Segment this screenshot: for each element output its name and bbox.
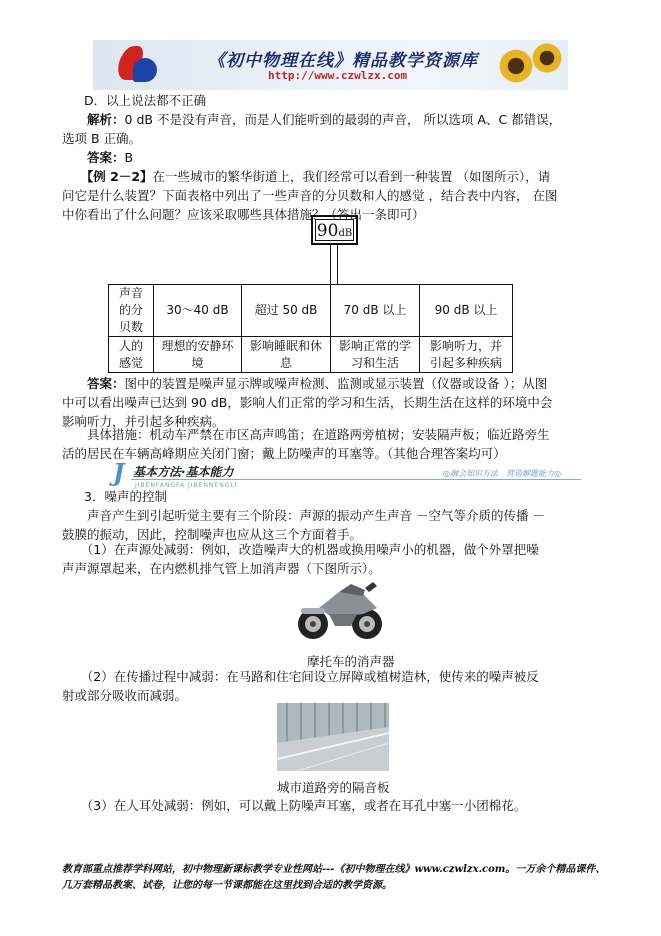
answer2-label: 答案： (87, 376, 125, 391)
table-row (109, 337, 513, 373)
table-cell: 影响睡眠和休 息 (242, 337, 331, 373)
table-cell: 30～40 dB (154, 285, 242, 337)
footer-line2: 几万套精品教案、试卷，让您的每一节课都能在这里找到合适的教学资源。 (62, 880, 392, 891)
sunflower-icon (498, 48, 534, 84)
decibel-table (108, 284, 513, 373)
section-tagline: ◎融会知识方法 营造解题能力◎ (443, 469, 561, 478)
section-subtitle: JIBENFANGFA·JIBENNENGLI (135, 482, 238, 489)
table-cell: 理想的安静环 境 (154, 337, 242, 373)
item2-line1: （2）在传播过程中减弱：在马路和住宅间设立屏障或植树造林，使传来的噪声被反 (87, 669, 539, 684)
table-header-cell: 声音 的分 贝数 (109, 285, 154, 337)
motorcycle-caption: 摩托车的消声器 (307, 654, 395, 669)
motorcycle-image (293, 578, 385, 644)
example-line1 (62, 166, 602, 187)
measure-line1: 具体措施：机动车严禁在市区高声鸣笛；在道路两旁植树；安装隔声板；临近路旁生 (87, 427, 550, 442)
header-banner (93, 40, 568, 90)
example-label: 【例 2－2】 (87, 169, 153, 184)
section-divider (131, 479, 581, 480)
answer-label: 答案： (87, 150, 125, 165)
example-text: 在一些城市的繁华街道上，我们经常可以看到一种装置 （如图所示），请 (152, 169, 551, 184)
item2-line2: 射或部分吸收而减弱。 (62, 688, 188, 703)
answer2-line1: 答案：图中的装置是噪声显示牌或噪声检测、监测或显示装置（仪器或设备 ）；从图 (87, 376, 548, 391)
answer-value: B (124, 150, 134, 165)
sign-pole (330, 245, 338, 285)
sunflower-icon (531, 42, 563, 74)
item1-line1: （1）在声源处减弱：例如，改造噪声大的机器或换用噪声小的机器，做个外罩把噪 (87, 542, 539, 557)
section-letter: J (113, 458, 125, 487)
barrier-caption: 城市道路旁的隔音板 (277, 780, 390, 795)
answer-line (62, 147, 602, 168)
analysis-line2: 选项 B 正确。 (62, 131, 142, 146)
footer (62, 862, 606, 894)
banner-title: 《初中物理在线》精品教学资源库 (208, 51, 478, 71)
analysis-text: 0 dB 不是没有声音，而是人们能听到的最弱的声音， 所以选项 A、C 都错误， (124, 112, 562, 127)
measure-line2: 活的居民在车辆高峰期应关闭门窗；戴上防噪声的耳塞等。（其他合理答案均可） (62, 446, 506, 461)
table-cell: 超过 50 dB (242, 285, 331, 337)
table-row (109, 285, 513, 337)
item3-line: （3）在人耳处减弱：例如，可以戴上防噪声耳塞，或者在耳孔中塞一小团棉花。 (87, 798, 527, 813)
option-d: D．以上说法都不正确 (84, 93, 207, 108)
table-cell: 影响正常的学 习和生活 (331, 337, 420, 373)
sound-barrier-image (277, 703, 389, 771)
answer2-line2: 中可以看出噪声已达到 90 dB，影响人们正常的学习和生活，长期生活在这样的环境中会 (62, 395, 553, 410)
example-line3: 中你看出了什么问题？应该采取哪些具体措施？（答出一条即可） (62, 207, 425, 222)
footer-line1: 教育部重点推荐学科网站，初中物理新课标教学专业性网站---《初中物理在线》www.czwlzx.com。一万余个精品课件、 (62, 864, 606, 875)
logo-blue-mark (133, 58, 157, 82)
section-title: 基本方法·基本能力 (133, 465, 234, 479)
banner-url[interactable]: http://www.czwlzx.com (268, 69, 408, 82)
table-cell: 70 dB 以上 (331, 285, 420, 337)
item1-line2: 声声源罩起来，在内燃机排气管上加消声器（下图所示）。 (62, 561, 381, 576)
section3-intro-line2: 鼓膜的振动，因此，控制噪声也应从这三个方面着手。 (62, 527, 363, 542)
section3-intro-line1: 声音产生到引起听觉主要有三个阶段：声源的振动产生声音 －空气等介质的传播 － (87, 508, 545, 523)
noise-display-value: 90dB (316, 221, 353, 241)
answer2-line3: 影响听力，并引起多种疾病。 (62, 414, 225, 429)
table-cell: 90 dB 以上 (420, 285, 513, 337)
analysis-line1 (62, 109, 602, 130)
table-cell: 影响听力，并 引起多种疾病 (420, 337, 513, 373)
analysis-label: 解析： (87, 112, 125, 127)
noise-display-sign (311, 215, 358, 245)
section-header (113, 458, 583, 489)
section3-heading: 3．噪声的控制 (84, 489, 167, 504)
table-header-cell: 人的 感觉 (109, 337, 154, 373)
example-line2: 问它是什么装置？下面表格中列出了一些声音的分贝数和人的感觉 ，结合表中内容， 在图 (62, 188, 558, 203)
